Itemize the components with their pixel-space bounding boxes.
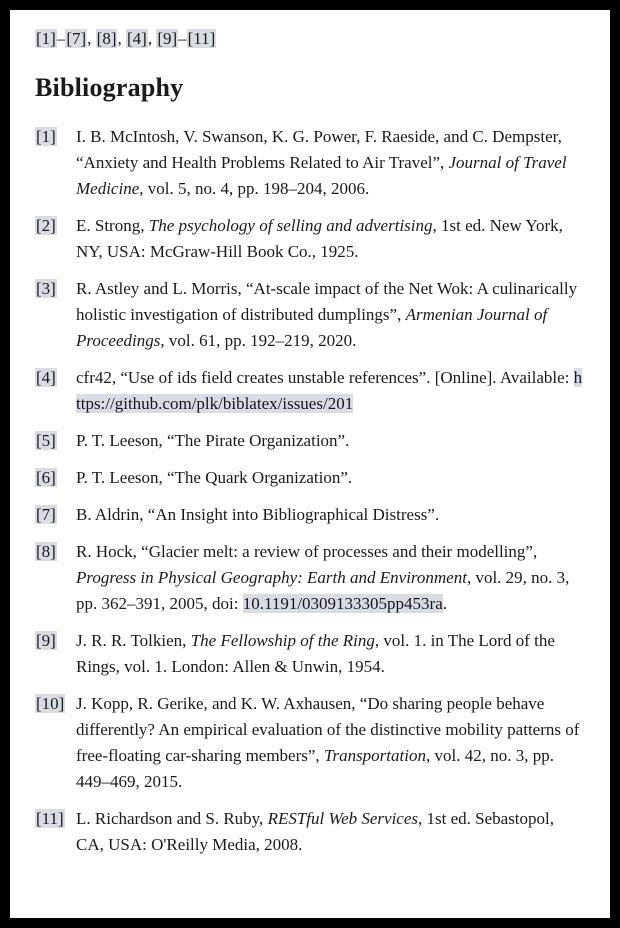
reference-label: [9] — [36, 631, 56, 650]
reference-entry — [28, 502, 584, 528]
reference-text — [76, 502, 584, 528]
reference-label-column — [28, 502, 76, 528]
reference-text-segment: R. Astley and L. Morris, “At-scale impact of the Net Wok: A culinarically holistic investigation of distributed dumplings”, — [76, 279, 578, 324]
reference-text — [76, 628, 584, 680]
reference-label-column — [28, 365, 76, 391]
reference-text-segment: , 1st ed. Sebastopol, CA, USA: O'Reilly Media, 2008. — [76, 809, 555, 854]
reference-label: [5] — [36, 431, 56, 450]
reference-label: [4] — [36, 368, 56, 387]
citation-separator: – — [178, 29, 187, 48]
reference-text — [76, 806, 584, 858]
citation-link[interactable]: [11] — [187, 29, 216, 48]
reference-entry — [28, 465, 584, 491]
reference-label-column — [28, 691, 76, 717]
reference-label-column — [28, 806, 76, 832]
reference-title-italic: Journal of Travel Medicine — [76, 153, 567, 198]
reference-title-italic: The psychology of selling and advertising — [148, 216, 433, 235]
reference-entry — [28, 628, 584, 680]
reference-text-segment: J. R. R. Tolkien, — [76, 631, 191, 650]
reference-label: [6] — [36, 468, 56, 487]
reference-title-italic: Transportation — [323, 746, 426, 765]
citation-line — [35, 26, 584, 52]
reference-text — [76, 124, 584, 202]
reference-text-segment: , vol. 42, no. 3, pp. 449–469, 2015. — [76, 746, 554, 791]
reference-label-column — [28, 276, 76, 302]
page-title: Bibliography — [35, 73, 184, 102]
citation-link[interactable]: [1] — [36, 29, 56, 48]
citation-separator: , — [87, 29, 96, 48]
reference-entry — [28, 806, 584, 858]
reference-text-segment: E. Strong, — [76, 216, 149, 235]
reference-title-italic: RESTful Web Services — [267, 809, 419, 828]
reference-text-segment: I. B. McIntosh, V. Swanson, K. G. Power, F. Raeside, and C. Dempster, “Anxiety and Health Problems Related to Air Travel”, — [76, 127, 562, 172]
bibliography-list — [28, 124, 584, 858]
reference-text-segment: cfr42, “Use of ids field creates unstable references”. [Online]. Available: — [76, 368, 574, 387]
reference-text — [76, 691, 584, 795]
reference-hyperlink[interactable]: https://github.com/plk/biblatex/issues/201 — [76, 368, 583, 413]
reference-label: [2] — [36, 216, 56, 235]
reference-text — [76, 213, 584, 265]
reference-label-column — [28, 213, 76, 239]
reference-text-segment: , 1st ed. New York, NY, USA: McGraw-Hill Book Co., 1925. — [76, 216, 563, 261]
reference-title-italic: Armenian Journal of Proceedings — [76, 305, 548, 350]
reference-text-segment: B. Aldrin, “An Insight into Bibliographical Distress”. — [76, 505, 440, 524]
citation-separator: , — [117, 29, 126, 48]
reference-label-column — [28, 124, 76, 150]
reference-text — [76, 465, 584, 491]
reference-text-segment: . — [442, 594, 448, 613]
reference-text-segment: , vol. 5, no. 4, pp. 198–204, 2006. — [139, 179, 370, 198]
reference-entry — [28, 124, 584, 202]
reference-entry — [28, 428, 584, 454]
reference-title-italic: Progress in Physical Geography: Earth and Environment — [76, 568, 467, 587]
reference-text-segment: R. Hock, “Glacier melt: a review of processes and their modelling”, — [76, 542, 538, 561]
citation-link[interactable]: [8] — [96, 29, 117, 48]
citation-link[interactable]: [7] — [66, 29, 87, 48]
reference-label-column — [28, 465, 76, 491]
reference-label: [8] — [36, 542, 56, 561]
reference-text — [76, 428, 584, 454]
reference-title-italic: The Fellowship of the Ring — [190, 631, 375, 650]
reference-label: [1] — [36, 127, 56, 146]
reference-text-segment: , vol. 1. in The Lord of the Rings, vol. 1. London: Allen & Unwin, 1954. — [76, 631, 555, 676]
reference-label: [7] — [36, 505, 56, 524]
reference-hyperlink[interactable]: 10.1191/0309133305pp453ra — [242, 594, 443, 613]
reference-text-segment: J. Kopp, R. Gerike, and K. W. Axhausen, “Do sharing people behave differently? An empirical evaluation of the distinctive mobility patterns of free-floating car-sharing members”, — [76, 694, 580, 765]
reference-label: [10] — [36, 694, 65, 713]
reference-text — [76, 365, 584, 417]
reference-text-segment: P. T. Leeson, “The Quark Organization”. — [76, 468, 353, 487]
reference-text — [76, 276, 584, 354]
reference-text-segment: , vol. 29, no. 3, pp. 362–391, 2005, doi: — [76, 568, 570, 613]
reference-entry — [28, 276, 584, 354]
reference-text-segment: L. Richardson and S. Ruby, — [76, 809, 268, 828]
reference-text-segment: P. T. Leeson, “The Pirate Organization”. — [76, 431, 350, 450]
citation-separator: , — [147, 29, 157, 48]
page-content — [10, 10, 610, 858]
citation-separator: – — [56, 29, 66, 48]
reference-label: [11] — [36, 809, 64, 828]
citation-link[interactable]: [9] — [157, 29, 178, 48]
reference-text — [76, 539, 584, 617]
reference-label: [3] — [36, 279, 56, 298]
reference-entry — [28, 365, 584, 417]
reference-label-column — [28, 428, 76, 454]
reference-entry — [28, 691, 584, 795]
reference-entry — [28, 213, 584, 265]
reference-label-column — [28, 539, 76, 565]
reference-text-segment: , vol. 61, pp. 192–219, 2020. — [160, 331, 357, 350]
citation-link[interactable]: [4] — [126, 29, 147, 48]
reference-entry — [28, 539, 584, 617]
reference-label-column — [28, 628, 76, 654]
